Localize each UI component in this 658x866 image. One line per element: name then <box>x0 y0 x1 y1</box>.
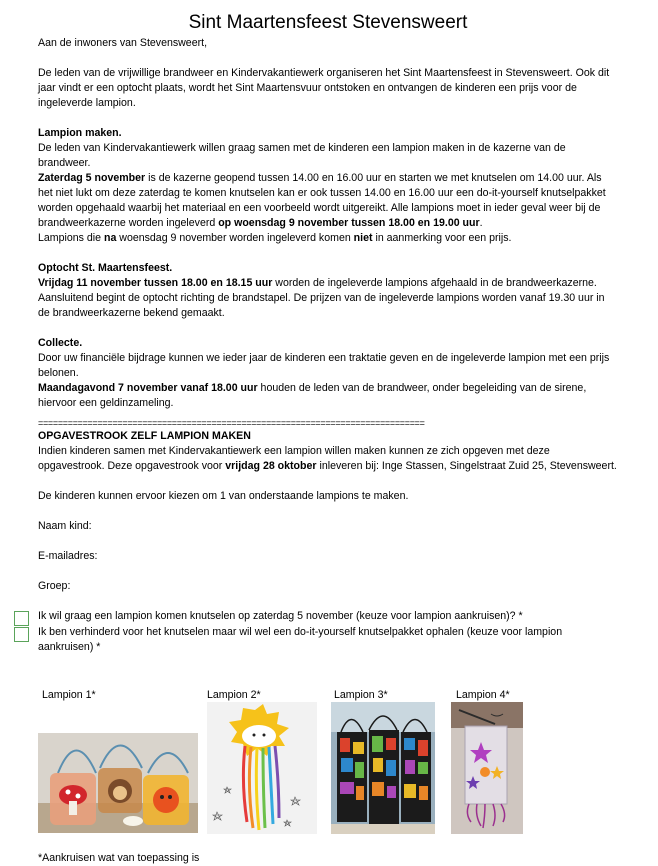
lampion-paragraph-3: Lampions die na woensdag 9 november worden ingeleverd komen niet in aanmerking voor een prijs. <box>38 232 512 244</box>
collecte-paragraph-1: Door uw financiële bijdrage kunnen we ieder jaar de kinderen een traktatie geven en de ingeleverde lampion met een prijs belonen. <box>38 352 610 379</box>
check-label-pakket: Ik ben verhinderd voor het knutselen maar wil wel een do-it-yourself knutselpakket ophalen (keuze voor lampion aankruisen) * <box>38 626 563 653</box>
star-cylinder-lantern-photo <box>451 702 523 834</box>
footnote: *Aankruisen wat van toepassing is <box>38 852 200 864</box>
collecte-paragraph-2: Maandagavond 7 november vanaf 18.00 uur houden de leden van de brandweer, onder begeleiding van de sirene, hiervoor een geldinzameling. <box>38 382 587 409</box>
document-page <box>38 0 618 655</box>
lampion-2-label: Lampion 2* <box>207 689 261 701</box>
checkbox-knutselen[interactable] <box>14 611 29 626</box>
email-field[interactable]: E-mailadres: <box>38 550 98 562</box>
group-field[interactable]: Groep: <box>38 580 71 592</box>
form-paragraph: Indien kinderen samen met Kindervakantiewerk een lampion willen maken kunnen ze zich opgeven met deze opgavestrook. Deze opgavestrook voor vrijdag 28 oktober inleveren bij: Inge Stassen, Singelstraat Zuid 25, Stevensweert. <box>38 445 617 472</box>
greeting: Aan de inwoners van Stevensweert, <box>38 37 208 49</box>
intro-paragraph: De leden van de vrijwillige brandweer en Kindervakantiewerk organiseren het Sint Maartensfeest in Stevensweert. Ook dit jaar vindt er een optocht plaats, wordt het Sint Maartensvuur ontstoken en ontvangen de kinderen een prijs voor de ingeleverde lampion. <box>38 67 610 109</box>
jar-lanterns-photo <box>38 733 198 833</box>
optocht-heading: Optocht St. Maartensfeest. <box>38 262 173 274</box>
form-heading: OPGAVESTROOK ZELF LAMPION MAKEN <box>38 430 251 442</box>
check-label-knutselen: Ik wil graag een lampion komen knutselen op zaterdag 5 november (keuze voor lampion aankruisen)? * <box>38 610 523 622</box>
optocht-paragraph: Vrijdag 11 november tussen 18.00 en 18.15 uur worden de ingeleverde lampions afgehaald in de brandweerkazerne. Aansluitend begint de optocht richting de brandstapel. De prijzen van de ingeleverde lampions worden vanaf 19.30 uur in de brandweerkazerne bekend gemaakt. <box>38 277 605 319</box>
saturday-date: Zaterdag 5 november <box>38 172 146 184</box>
lampion-3-label: Lampion 3* <box>334 689 388 701</box>
collecte-heading: Collecte. <box>38 337 83 349</box>
lampion-heading: Lampion maken. <box>38 127 122 139</box>
stained-glass-lanterns-photo <box>331 702 435 834</box>
lampion-paragraph-1: De leden van Kindervakantiewerk willen graag samen met de kinderen een lampion maken in de kazerne van de brandweer. <box>38 142 566 169</box>
checkbox-pakket[interactable] <box>14 627 29 642</box>
lampion-paragraph-2: Zaterdag 5 november is de kazerne geopend tussen 14.00 en 16.00 uur en starten we met knutselen om 14.00 uur. Als het niet lukt om deze zaterdag te komen knutselen kan er ook tussen 14.00 en 16.00 uur een do-it-yourself knutselpakket worden opgehaald waarbij het materiaal en een voorbeeld wordt uitgereikt. Alle lampions moet in ieder geval weer bij de brandweerkazerne worden ingeleverd op woensdag 9 november tussen 18.00 en 19.00 uur. <box>38 172 606 229</box>
lampion-4-label: Lampion 4* <box>456 689 510 701</box>
divider-line: ============================================================================== <box>38 418 425 428</box>
page-title: Sint Maartensfeest Stevensweert <box>188 12 468 33</box>
lampion-1-label: Lampion 1* <box>42 689 96 701</box>
lampion-gallery <box>0 688 658 848</box>
check-row-knutselen <box>38 609 618 624</box>
deadline-date: op woensdag 9 november tussen 18.00 en 19.00 uur <box>218 217 480 229</box>
sun-rainbow-lantern-photo <box>207 702 317 834</box>
check-row-pakket <box>38 625 618 655</box>
choose-text: De kinderen kunnen ervoor kiezen om 1 van onderstaande lampions te maken. <box>38 490 409 502</box>
name-field[interactable]: Naam kind: <box>38 520 92 532</box>
